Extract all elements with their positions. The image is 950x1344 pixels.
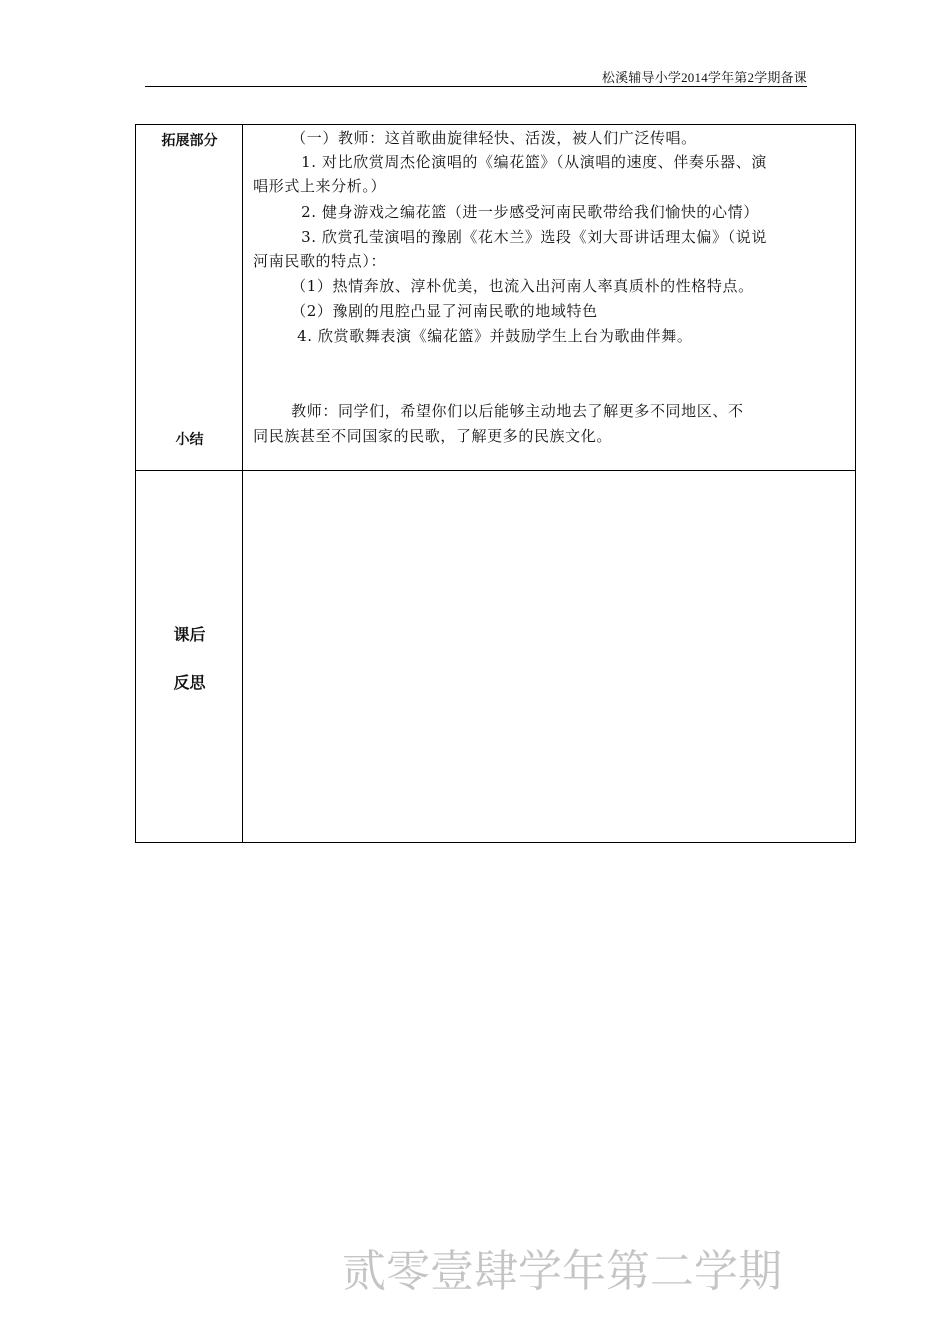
content-line: 3. 欣赏孔莹演唱的豫剧《花木兰》选段《刘大哥讲话理太偏》（说说 xyxy=(301,228,767,246)
content-line: （1）热情奔放、淳朴优美，也流入出河南人率真质朴的性格特点。 xyxy=(291,277,754,295)
reflection-label-line1: 课后 xyxy=(173,625,206,644)
extension-label: 拓展部分 xyxy=(161,133,218,149)
reflection-label-line2: 反思 xyxy=(173,673,206,692)
extension-content-cell xyxy=(243,125,856,471)
extension-label-cell xyxy=(136,125,243,471)
content-line: 1. 对比欣赏周杰伦演唱的《编花篮》（从演唱的速度、伴奏乐器、演 xyxy=(301,153,767,171)
content-line: （2）豫剧的甩腔凸显了河南民歌的地域特色 xyxy=(291,302,598,320)
header-title: 松溪辅导小学2014学年第2学期备课 xyxy=(601,70,807,85)
summary-line: 同民族甚至不同国家的民歌，了解更多的民族文化。 xyxy=(253,427,612,445)
extension-row xyxy=(136,125,856,471)
summary-label: 小结 xyxy=(175,432,204,448)
watermark-text: 贰零壹肆学年第二学期 xyxy=(342,1247,782,1297)
reflection-content-cell xyxy=(243,471,856,843)
content-line: 河南民歌的特点）： xyxy=(253,252,387,270)
page-header xyxy=(145,64,807,87)
content-line: 4. 欣赏歌舞表演《编花篮》并鼓励学生上台为歌曲伴舞。 xyxy=(297,327,693,345)
summary-line: 教师：同学们，希望你们以后能够主动地去了解更多不同地区、不 xyxy=(291,402,744,420)
lesson-table xyxy=(135,124,856,843)
content-line: （一）教师：这首歌曲旋律轻快、活泼，被人们广泛传唱。 xyxy=(291,129,697,147)
content-line: 2. 健身游戏之编花篮（进一步感受河南民歌带给我们愉快的心情） xyxy=(301,203,759,221)
reflection-row xyxy=(136,471,856,843)
reflection-label-cell xyxy=(136,471,243,843)
content-line: 唱形式上来分析。） xyxy=(253,177,387,195)
